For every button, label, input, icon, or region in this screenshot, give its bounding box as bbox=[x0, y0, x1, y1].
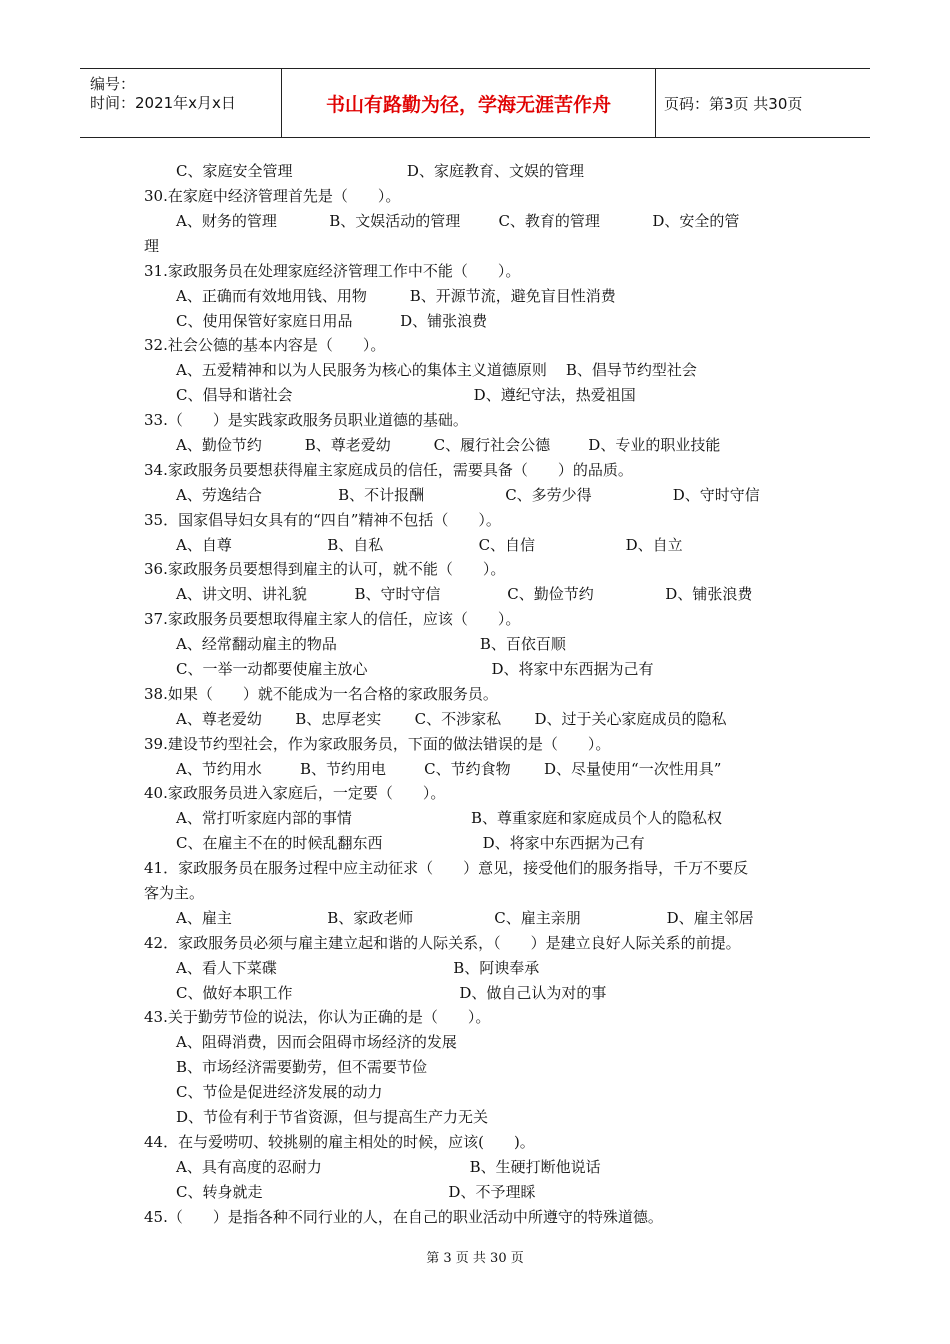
motto: 书山有路勤为径，学海无涯苦作舟 bbox=[325, 93, 611, 116]
option-line: A、五爱精神和以为人民服务为核心的集体主义道德原则 B、倡导节约型社会 bbox=[176, 361, 697, 379]
option-line: A、雇主 B、家政老师 C、雇主亲朋 D、雇主邻居 bbox=[176, 909, 754, 927]
option-line: C、做好本职工作 D、做自己认为对的事 bbox=[176, 984, 607, 1002]
question-line: 43.关于勤劳节俭的说法，你认为正确的是（ ）。 bbox=[144, 1008, 491, 1026]
option-line: A、自尊 B、自私 C、自信 D、自立 bbox=[176, 536, 683, 554]
page-footer: 第 3 页 共 30 页 bbox=[426, 1251, 524, 1266]
question-line: 36.家政服务员要想得到雇主的认可，就不能（ ）。 bbox=[144, 560, 506, 578]
option-line: A、节约用水 B、节约用电 C、节约食物 D、尽量使用“一次性用具” bbox=[176, 760, 722, 778]
question-line: 37.家政服务员要想取得雇主家人的信任，应该（ ）。 bbox=[144, 610, 521, 628]
option-line: B、市场经济需要勤劳，但不需要节俭 bbox=[176, 1058, 428, 1076]
option-line: A、正确而有效地用钱、用物 B、开源节流，避免盲目性消费 bbox=[176, 287, 616, 305]
header-divider bbox=[655, 69, 656, 137]
option-line: A、财务的管理 B、文娱活动的管理 C、教育的管理 D、安全的管 bbox=[176, 212, 740, 230]
text-line: C、家庭安全管理 D、家庭教育、文娱的管理 bbox=[176, 162, 584, 180]
option-line: A、经常翻动雇主的物品 B、百依百顺 bbox=[176, 635, 566, 653]
option-line: C、节俭是促进经济发展的动力 bbox=[176, 1083, 383, 1101]
text-line: 理 bbox=[144, 237, 160, 255]
page-number-label: 页码：第3页 共30页 bbox=[664, 95, 803, 113]
option-line: C、使用保管好家庭日用品 D、铺张浪费 bbox=[176, 312, 488, 330]
option-line: A、阻碍消费，因而会阻碍市场经济的发展 bbox=[176, 1033, 457, 1051]
number-label: 编号： bbox=[90, 75, 136, 93]
option-line: C、一举一动都要使雇主放心 D、将家中东西据为己有 bbox=[176, 660, 654, 678]
time-label: 时间：2021年x月x日 bbox=[90, 94, 236, 112]
question-line: 34.家政服务员要想获得雇主家庭成员的信任，需要具备（ ）的品质。 bbox=[144, 461, 633, 479]
question-line: 31.家政服务员在处理家庭经济管理工作中不能（ ）。 bbox=[144, 262, 521, 280]
question-line: 44．在与爱唠叨、较挑剔的雇主相处的时候，应该( )。 bbox=[144, 1133, 535, 1151]
question-line: 33.（ ）是实践家政服务员职业道德的基础。 bbox=[144, 411, 468, 429]
option-line: D、节俭有利于节省资源，但与提高生产力无关 bbox=[176, 1108, 489, 1126]
option-line: C、在雇主不在的时候乱翻东西 D、将家中东西据为己有 bbox=[176, 834, 645, 852]
question-line: 32.社会公德的基本内容是（ ）。 bbox=[144, 336, 386, 354]
option-line: C、倡导和谐社会 D、遵纪守法，热爱祖国 bbox=[176, 386, 636, 404]
option-line: A、讲文明、讲礼貌 B、守时守信 C、勤俭节约 D、铺张浪费 bbox=[176, 585, 753, 603]
question-line: 41．家政服务员在服务过程中应主动征求（ ）意见，接受他们的服务指导，千万不要反 bbox=[144, 859, 749, 877]
option-line: A、尊老爱幼 B、忠厚老实 C、不涉家私 D、过于关心家庭成员的隐私 bbox=[176, 710, 727, 728]
question-line: 38.如果（ ）就不能成为一名合格的家政服务员。 bbox=[144, 685, 498, 703]
text-line: 客为主。 bbox=[144, 884, 205, 902]
option-line: A、看人下菜碟 B、阿谀奉承 bbox=[176, 959, 540, 977]
option-line: A、常打听家庭内部的事情 B、尊重家庭和家庭成员个人的隐私权 bbox=[176, 809, 723, 827]
option-line: C、转身就走 D、不予理睬 bbox=[176, 1183, 536, 1201]
header-meta-cell bbox=[80, 69, 280, 137]
question-line: 45.（ ）是指各种不同行业的人，在自己的职业活动中所遵守的特殊道德。 bbox=[144, 1208, 663, 1226]
question-line: 42．家政服务员必须与雇主建立起和谐的人际关系，（ ）是建立良好人际关系的前提。 bbox=[144, 934, 741, 952]
question-line: 39.建设节约型社会，作为家政服务员，下面的做法错误的是（ ）。 bbox=[144, 735, 611, 753]
page-header bbox=[80, 68, 870, 138]
option-line: A、劳逸结合 B、不计报酬 C、多劳少得 D、守时守信 bbox=[176, 486, 760, 504]
question-line: 30.在家庭中经济管理首先是（ ）。 bbox=[144, 187, 401, 205]
question-line: 40.家政服务员进入家庭后，一定要（ ）。 bbox=[144, 784, 446, 802]
option-line: A、具有高度的忍耐力 B、生硬打断他说话 bbox=[176, 1158, 601, 1176]
question-line: 35．国家倡导妇女具有的“四自”精神不包括（ ）。 bbox=[144, 511, 501, 529]
option-line: A、勤俭节约 B、尊老爱幼 C、履行社会公德 D、专业的职业技能 bbox=[176, 436, 721, 454]
